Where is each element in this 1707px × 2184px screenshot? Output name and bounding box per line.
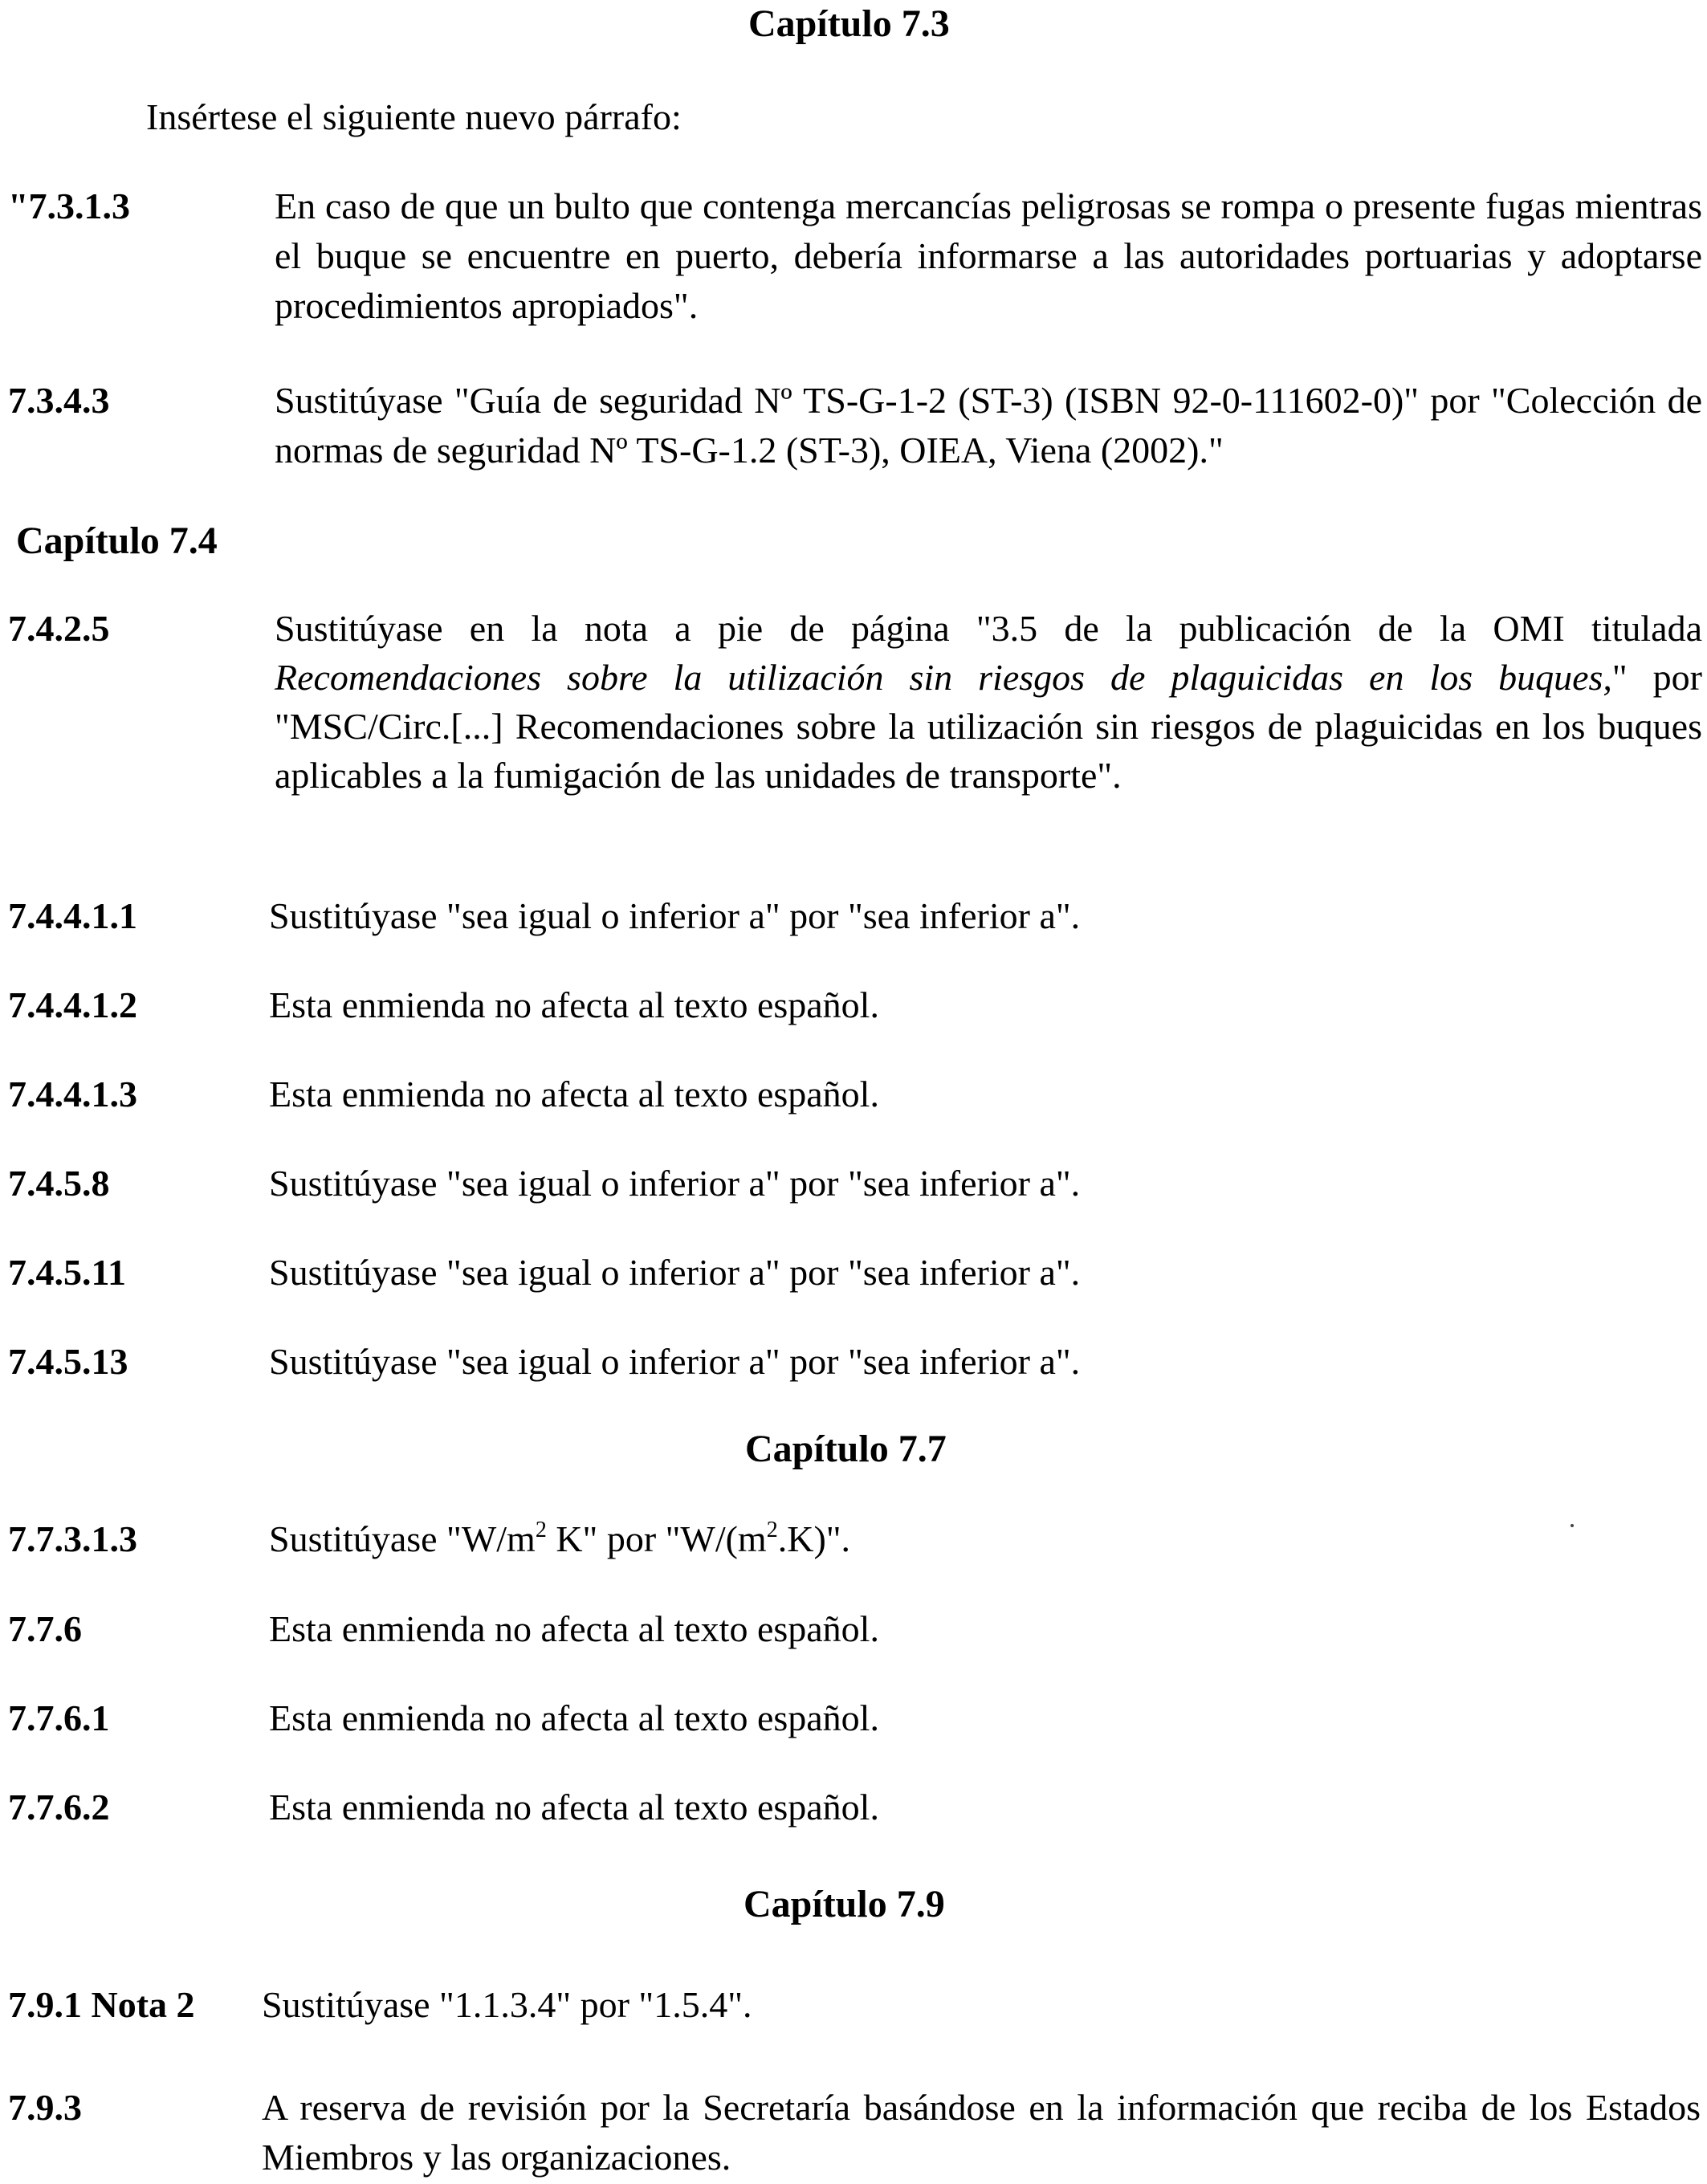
- amendment-text: En caso de que un bulto que contenga mercancías peligrosas se rompa o presente fugas mientras el buque se encuentre en puerto, debería informarse a las autoridades portuarias y adoptarse procedimientos apropiados".: [275, 185, 1702, 326]
- amendment-text-part: .K)".: [777, 1518, 851, 1559]
- section-number: 7.7.6.1: [8, 1697, 110, 1738]
- amendment-text: Esta enmienda no afecta al texto español.: [269, 1787, 879, 1827]
- superscript: 2: [535, 1518, 547, 1542]
- section-number: 7.4.5.13: [8, 1341, 128, 1382]
- amendment-text: Esta enmienda no afecta al texto español.: [269, 1074, 879, 1114]
- amendment-text-part: K" por "W/(m: [546, 1518, 767, 1559]
- amendment-text: Sustitúyase "1.1.3.4" por "1.5.4".: [262, 1984, 752, 2025]
- amendment-text: [275, 604, 1702, 800]
- section-number: "7.3.1.3: [8, 185, 131, 226]
- amendment-text: Esta enmienda no afecta al texto español.: [269, 1697, 879, 1738]
- heading-capitulo-7-3: Capítulo 7.3: [748, 2, 950, 45]
- section-number: 7.3.4.3: [8, 380, 110, 421]
- section-number: 7.4.5.8: [8, 1163, 110, 1204]
- heading-capitulo-7-9: Capítulo 7.9: [744, 1883, 945, 1925]
- amendment-text: A reserva de revisión por la Secretaría basándose en la información que reciba de los Estados Miembros y las organizaciones.: [262, 2087, 1701, 2178]
- section-number: 7.4.4.1.3: [8, 1074, 137, 1114]
- publication-title: Recomendaciones sobre la utilización sin riesgos de plaguicidas en los buques,: [275, 657, 1612, 698]
- amendment-text: Sustitúyase "sea igual o inferior a" por "sea inferior a".: [269, 1341, 1081, 1382]
- section-number: 7.7.3.1.3: [8, 1518, 137, 1559]
- amendment-text: Sustitúyase "sea igual o inferior a" por "sea inferior a".: [269, 1252, 1081, 1293]
- amendment-text: Esta enmienda no afecta al texto español.: [269, 984, 879, 1025]
- section-number: 7.7.6.2: [8, 1787, 110, 1827]
- amendment-text: Sustitúyase "sea igual o inferior a" por "sea inferior a".: [269, 895, 1081, 936]
- section-number: 7.9.3: [8, 2087, 82, 2128]
- amendment-text: Esta enmienda no afecta al texto español.: [269, 1608, 879, 1649]
- amendment-text-part: " por "MSC/Circ.[...] Recomendaciones sobre la utilización sin riesgos de plaguicidas en los buques aplicables a la fumigación de las unidades de transporte".: [275, 657, 1702, 796]
- scan-speck: [1571, 1524, 1574, 1527]
- section-number: 7.4.5.11: [8, 1252, 126, 1293]
- section-number: 7.7.6: [8, 1608, 82, 1649]
- section-number: 7.9.1 Nota 2: [8, 1984, 195, 2025]
- section-number: 7.4.2.5: [8, 608, 110, 649]
- amendment-text: Sustitúyase "sea igual o inferior a" por "sea inferior a".: [269, 1163, 1081, 1204]
- amendment-text-part: Sustitúyase en la nota a pie de página "3.5 de la publicación de la OMI titulada: [275, 608, 1702, 649]
- heading-capitulo-7-7: Capítulo 7.7: [745, 1428, 947, 1470]
- section-number: 7.4.4.1.2: [8, 984, 137, 1025]
- section-number: 7.4.4.1.1: [8, 895, 137, 936]
- heading-capitulo-7-4: Capítulo 7.4: [16, 520, 218, 562]
- amendment-text: [269, 1514, 1697, 1564]
- amendment-text-part: Sustitúyase "W/m: [269, 1518, 536, 1559]
- amendment-text: Sustitúyase "Guía de seguridad Nº TS-G-1-2 (ST-3) (ISBN 92-0-111602-0)" por "Colección de normas de seguridad Nº TS-G-1.2 (ST-3), OIEA, Viena (2002).": [275, 380, 1702, 471]
- superscript: 2: [766, 1518, 778, 1542]
- intro-paragraph: Insértese el siguiente nuevo párrafo:: [146, 96, 682, 137]
